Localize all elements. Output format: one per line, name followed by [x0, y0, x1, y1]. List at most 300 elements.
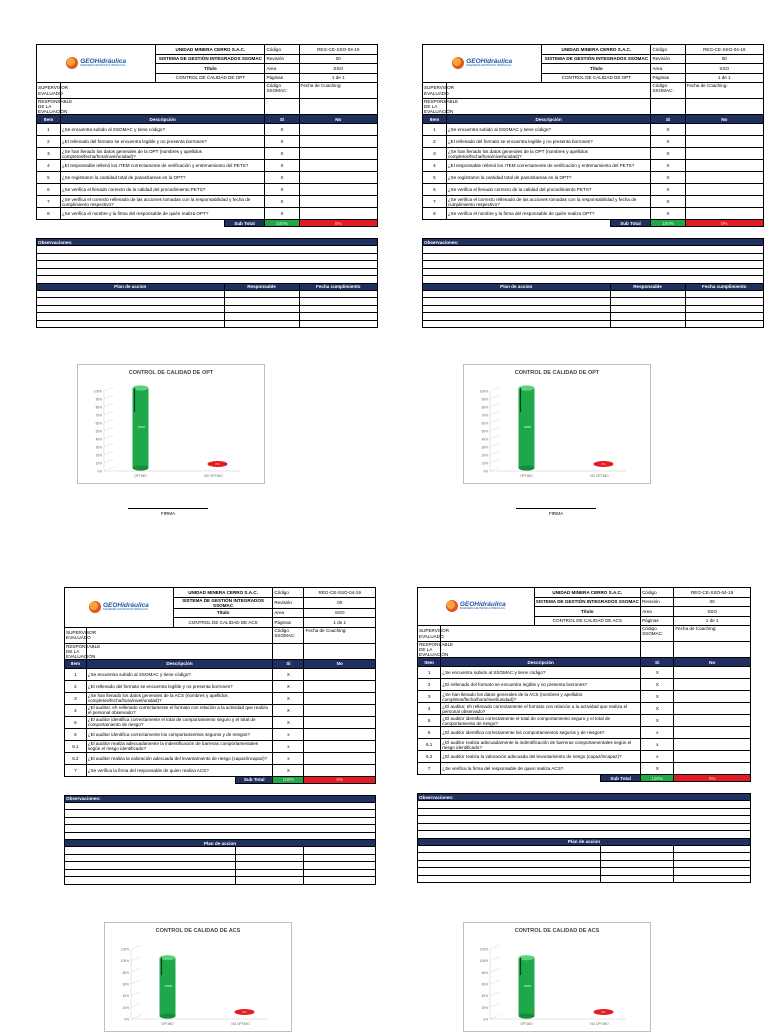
y-tick-label: 60%: [481, 421, 488, 426]
y-tick-label: 50%: [481, 429, 488, 434]
row-description: ¿El auditor realiza la valoración adecuada del levantamiento de riesgo (capaz/incapaz)?: [86, 752, 273, 764]
col-descripcion: Descripción: [446, 115, 651, 124]
plan-row: [418, 875, 751, 883]
row-no: [674, 691, 751, 703]
row-description: ¿Se verifica el nombre y la firma del responsable de quién realiza OPT?: [60, 208, 265, 220]
col-si: Si: [641, 658, 674, 667]
table-row: [37, 184, 378, 196]
row-no: [685, 124, 763, 136]
row-description: ¿Se verifica la firma del responsable de quien realiza ACS?: [86, 764, 273, 776]
chart-title: CONTROL DE CALIDAD DE ACS: [514, 928, 600, 934]
row-description: ¿El rellenado del formato se encuentra legible y no presenta borrones?: [60, 136, 265, 148]
row-description: ¿El rellenado del formato se encuentra legible y no presenta borrones?: [441, 679, 641, 691]
header-company: UNIDAD MINERA CERRO S.A.C.: [534, 588, 641, 598]
observaciones-line: [423, 253, 764, 261]
row-item: 3: [37, 148, 61, 160]
row-description: ¿El auditor identifica correctamente el total de comportamiento seguro y el total de comportamiento de riesgo?: [441, 715, 641, 727]
row-no: [299, 136, 377, 148]
header-revision_label: Revisión: [265, 54, 299, 64]
form-acs-right: [417, 587, 751, 883]
data-label: 100%: [523, 425, 532, 429]
y-tick-label: 100%: [120, 959, 129, 964]
header-revision_value: 00: [299, 54, 377, 64]
row-item: 6: [418, 727, 441, 739]
header-codigo_value: REG-CE-SSO-04-19: [674, 588, 751, 598]
row-item: 7: [418, 763, 441, 775]
grid-line: [131, 945, 141, 949]
table-row: [65, 740, 376, 752]
row-si: x: [641, 727, 674, 739]
plan-row: [423, 313, 764, 321]
row-item: 4: [37, 160, 61, 172]
row-item: 8: [423, 208, 447, 220]
responsable-label: RESPONSABLE DE LA EVALUACIÓN: [38, 99, 73, 115]
header-area_value: SSO: [304, 608, 376, 618]
chart-svg: [464, 365, 650, 483]
logo-name: GEOHidráulica: [466, 58, 513, 66]
header-paginas_label: Páginas: [273, 618, 304, 628]
row-item: 1: [37, 124, 61, 136]
row-no: [685, 136, 763, 148]
fecha-coaching-value: [299, 99, 377, 115]
grid-line: [490, 1003, 500, 1007]
y-tick-label: 20%: [481, 453, 488, 458]
responsable-label: RESPONSABLE DE LA EVALUACIÓN: [419, 642, 454, 658]
row-no: [685, 208, 763, 220]
header-system: SISTEMA DE GESTIÓN INTEGRADOS SSOMAC: [173, 597, 273, 608]
grid-line: [490, 395, 500, 399]
table-row: [37, 124, 378, 136]
responsable-value: [60, 99, 265, 115]
grid-line: [490, 435, 500, 439]
row-si: X: [641, 667, 674, 679]
table-row: [65, 704, 376, 716]
col-si: Si: [273, 659, 304, 668]
form-opt-left: [36, 44, 378, 328]
header-area_value: SSO: [685, 64, 763, 74]
table-row: [418, 751, 751, 763]
header-system: SISTEMA DE GESTIÓN INTEGRADOS SSOMAC: [534, 597, 641, 607]
row-item: 5: [37, 172, 61, 184]
grid-line: [490, 443, 500, 447]
y-tick-label: 70%: [481, 413, 488, 418]
supervisor-label: SUPERVISOR EVALUADO: [65, 627, 87, 643]
observaciones-title: Observaciones:: [37, 239, 378, 246]
header-paginas_value: 1 de 1: [674, 616, 751, 626]
subtotal-no: 0%: [674, 775, 751, 782]
header-paginas_value: 1 de 1: [685, 73, 763, 83]
plan-row: [65, 862, 376, 870]
observaciones-line: [418, 801, 751, 809]
grid-line: [104, 411, 114, 415]
y-tick-label: 50%: [95, 429, 102, 434]
row-description: ¿Se verifica el llenado correcto de la calidad del procedimiento PETS?: [446, 184, 651, 196]
header-paginas_value: 1 de 1: [299, 73, 377, 83]
y-tick-label: 80%: [122, 970, 129, 975]
table-row: [423, 172, 764, 184]
grid-line: [131, 980, 141, 984]
plan-fecha-header: Fecha cumplimiento: [299, 283, 377, 290]
chart-acs-left: [104, 922, 292, 1032]
grid-line: [131, 1003, 141, 1007]
row-description: ¿Se verifica el correcto rellenado de las acciones tomadas con la responsabilidad y fecha de cumplimiento respectivo?: [60, 196, 265, 208]
header-system: SISTEMA DE GESTIÓN INTEGRADOS SSOMAC: [542, 54, 651, 64]
logo-name: GEOHidráulica: [102, 601, 149, 609]
row-no: [674, 763, 751, 775]
row-si: X: [265, 148, 299, 160]
header-area_label: Area: [265, 64, 299, 74]
company-logo: [452, 57, 512, 69]
table-row: [37, 196, 378, 208]
observaciones-line: [37, 261, 378, 269]
row-no: [304, 752, 376, 764]
form-table: [64, 587, 376, 885]
row-si: X: [651, 172, 685, 184]
row-description: ¿Se registraron la cantidad total de pasos/tareas en la OPT?: [60, 172, 265, 184]
observaciones-line: [65, 817, 376, 825]
fecha-coaching-label: Fecha de Coaching:: [685, 83, 763, 99]
x-tick-label: NO OPTIMO: [590, 1022, 609, 1026]
row-si: X: [273, 716, 304, 728]
header-paginas_value: 1 de 1: [304, 618, 376, 628]
logo-cell: [65, 588, 174, 628]
plan-row: [65, 877, 376, 885]
header-revision_label: Revisión: [273, 597, 304, 608]
logo-drop-icon: [452, 57, 464, 69]
row-item: 6.1: [418, 739, 441, 751]
bar-base: [160, 1013, 176, 1018]
row-si: X: [265, 196, 299, 208]
y-tick-label: 90%: [95, 397, 102, 402]
y-tick-label: 100%: [93, 389, 102, 394]
table-row: [37, 208, 378, 220]
observaciones-line: [423, 276, 764, 284]
row-si: X: [651, 124, 685, 136]
row-description: ¿El auditor realiza adecuadamente la indentificación de barreras comportamentales según el riesgo identificado?: [441, 739, 641, 751]
logo-cell: [418, 588, 535, 626]
table-row: [423, 160, 764, 172]
header-codigo_value: REG-CE-SSO-04-19: [304, 588, 376, 598]
row-si: x: [273, 728, 304, 740]
y-tick-label: 0%: [97, 469, 102, 474]
row-si: X: [265, 172, 299, 184]
plan-row: [423, 320, 764, 328]
table-row: [37, 172, 378, 184]
header-codigo_label: Código: [651, 45, 685, 55]
row-item: 5: [423, 172, 447, 184]
grid-line: [490, 411, 500, 415]
grid-line: [490, 387, 500, 391]
grid-line: [104, 459, 114, 463]
observaciones-line: [37, 268, 378, 276]
row-no: [304, 692, 376, 704]
fecha-coaching-value: [674, 642, 751, 658]
row-item: 6: [65, 728, 87, 740]
row-description: ¿Se han llenado los datos generales de la OPT (nombres y apellidos completos/fecha/hora/nivel/unidad)?: [60, 148, 265, 160]
grid-line: [490, 957, 500, 961]
y-tick-label: 10%: [481, 461, 488, 466]
logo-cell: [423, 45, 542, 83]
table-row: [423, 196, 764, 208]
row-si: X: [273, 680, 304, 692]
observaciones-line: [65, 802, 376, 810]
header-area_value: SSO: [299, 64, 377, 74]
y-tick-label: 0%: [124, 1017, 129, 1022]
grid-line: [490, 403, 500, 407]
y-tick-label: 30%: [95, 445, 102, 450]
observaciones-line: [65, 810, 376, 818]
form-table: [417, 587, 751, 883]
table-row: [423, 208, 764, 220]
col-no: No: [685, 115, 763, 124]
chart-title: CONTROL DE CALIDAD DE ACS: [155, 928, 241, 934]
logo-drop-icon: [66, 57, 78, 69]
table-row: [418, 739, 751, 751]
codigo-ssomac-label: Código SSOMAC:: [265, 83, 299, 99]
row-si: X: [641, 763, 674, 775]
row-no: [674, 715, 751, 727]
grid-line: [490, 980, 500, 984]
logo-name: GEOHidráulica: [80, 58, 127, 66]
y-tick-label: 20%: [481, 1005, 488, 1010]
row-no: [304, 668, 376, 680]
header-codigo_value: REG-CE-SSO-04-19: [685, 45, 763, 55]
responsable-label: RESPONSABLE DE LA EVALUACIÓN: [424, 99, 459, 115]
subtotal-no: 0%: [685, 220, 763, 227]
grid-line: [490, 451, 500, 455]
plan-row: [65, 869, 376, 877]
table-row: [37, 148, 378, 160]
row-no: [685, 184, 763, 196]
header-system: SISTEMA DE GESTIÓN INTEGRADOS SSOMAC: [156, 54, 265, 64]
row-item: 7: [423, 196, 447, 208]
codigo-ssomac-value: [641, 642, 674, 658]
plan-row: [423, 305, 764, 313]
x-tick-label: OPTIMO: [161, 1022, 174, 1026]
data-label: 0%: [242, 1010, 247, 1014]
row-no: [304, 704, 376, 716]
header-revision_value: 00: [674, 597, 751, 607]
table-row: [418, 715, 751, 727]
row-description: ¿Se verifica el nombre y la firma del responsable de quién realiza OPT?: [446, 208, 651, 220]
row-si: X: [273, 692, 304, 704]
col-descripcion: Descripción: [86, 659, 273, 668]
chart-svg: [464, 923, 650, 1031]
col-descripcion: Descripción: [441, 658, 641, 667]
row-item: 6.2: [65, 752, 87, 764]
supervisor-value: [86, 627, 273, 643]
row-item: 1: [423, 124, 447, 136]
subtotal-label: Sub Total: [610, 220, 651, 227]
observaciones-title: Observaciones:: [418, 794, 751, 801]
supervisor-value: [446, 83, 651, 99]
subtotal-si: 100%: [265, 220, 299, 227]
codigo-ssomac-label: Código SSOMAC:: [651, 83, 685, 99]
row-description: ¿El responsable rellenó los ITEM correctamente de verificación y entrenamiento del PETS?: [446, 160, 651, 172]
y-tick-label: 40%: [95, 437, 102, 442]
row-no: [674, 751, 751, 763]
col-si: Si: [265, 115, 299, 124]
row-no: [299, 196, 377, 208]
supervisor-value: [441, 626, 641, 642]
header-titulo_label: Título: [542, 64, 651, 74]
row-si: X: [641, 691, 674, 703]
row-item: 2: [423, 136, 447, 148]
form-acs-left: [64, 587, 376, 885]
y-tick-label: 80%: [95, 405, 102, 410]
row-si: x: [641, 739, 674, 751]
row-si: x: [641, 751, 674, 763]
row-item: 8: [37, 208, 61, 220]
subtotal-label: Sub Total: [224, 220, 265, 227]
row-si: x: [273, 740, 304, 752]
y-tick-label: 40%: [481, 994, 488, 999]
row-description: ¿El auditor identifica correctamente los comportamientos seguros y de riesgos?: [441, 727, 641, 739]
col-item: Item: [418, 658, 441, 667]
y-tick-label: 20%: [95, 453, 102, 458]
row-si: X: [265, 208, 299, 220]
row-item: 3: [65, 692, 87, 704]
row-description: ¿El auditor identifica correctamente los comportamientos seguros y de riesgos?: [86, 728, 273, 740]
grid-line: [490, 1015, 500, 1019]
table-row: [418, 679, 751, 691]
header-paginas_label: Páginas: [641, 616, 674, 626]
grid-line: [131, 957, 141, 961]
responsable-value: [441, 642, 641, 658]
y-tick-label: 60%: [95, 421, 102, 426]
firma-label: FIRMA: [160, 511, 176, 516]
row-item: 3: [423, 148, 447, 160]
grid-line: [490, 968, 500, 972]
y-tick-label: 40%: [122, 994, 129, 999]
logo-tagline: INGENIERÍA GEOTÉCNICA HIDRÁULICA: [466, 64, 512, 68]
chart-acs-right: [463, 922, 651, 1032]
grid-line: [490, 419, 500, 423]
plan-row: [37, 313, 378, 321]
row-item: 6.2: [418, 751, 441, 763]
bar-base: [133, 465, 149, 470]
bar-base: [519, 1013, 535, 1018]
subtotal-spacer: [418, 775, 601, 782]
row-no: [674, 739, 751, 751]
header-codigo_value: REG-CE-SSO-04-19: [299, 45, 377, 55]
plan-row: [423, 298, 764, 306]
codigo-ssomac-value: [265, 99, 299, 115]
row-si: X: [641, 679, 674, 691]
row-description: ¿El auditor realiza la valoración adecuada del levantamiento de riesgo (capaz/incapaz)?: [441, 751, 641, 763]
row-item: 6: [423, 184, 447, 196]
header-titulo_label: Título: [156, 64, 265, 74]
header-company: UNIDAD MINERA CERRO S.A.C.: [173, 588, 273, 598]
row-description: ¿Se han llenado los datos generales de la ACS (nombres y apellidos completos/fecha/hora/nivel/unidad)?: [441, 691, 641, 703]
row-description: ¿Se verifica la firma del responsable de quien realiza ACS?: [441, 763, 641, 775]
row-no: [299, 124, 377, 136]
row-item: 5: [65, 716, 87, 728]
plan-accion-header: Plan de accion: [423, 283, 611, 290]
row-description: ¿Se encuentra subido al SSOMAC y tiene código?: [441, 667, 641, 679]
row-description: ¿Se han llenado los datos generales de la OPT (nombres y apellidos completos/fecha/hora/nivel/unidad)?: [446, 148, 651, 160]
logo-cell: [37, 45, 156, 83]
grid-line: [490, 992, 500, 996]
fecha-coaching-label: Fecha de Coaching:: [299, 83, 377, 99]
chart-opt-right: [463, 364, 651, 484]
plan-row: [37, 290, 378, 298]
header-area_label: Area: [273, 608, 304, 618]
header-codigo_label: Código: [265, 45, 299, 55]
col-no: No: [674, 658, 751, 667]
chart-opt-left: [77, 364, 265, 484]
x-tick-label: NO OPTIMO: [204, 474, 223, 478]
y-tick-label: 80%: [481, 970, 488, 975]
chart-title: CONTROL DE CALIDAD DE OPT: [514, 370, 600, 376]
header-title: CONTROL DE CALIDAD DE ACS: [173, 618, 273, 628]
row-no: [299, 208, 377, 220]
data-label: 0%: [601, 1010, 606, 1014]
form-opt-right: [422, 44, 764, 328]
observaciones-line: [65, 832, 376, 840]
header-titulo_label: Título: [173, 608, 273, 618]
col-item: Item: [65, 659, 87, 668]
observaciones-line: [423, 268, 764, 276]
header-area_value: SSO: [674, 607, 751, 617]
table-row: [65, 668, 376, 680]
grid-line: [104, 419, 114, 423]
col-si: Si: [651, 115, 685, 124]
row-si: X: [265, 124, 299, 136]
plan-row: [37, 298, 378, 306]
observaciones-line: [418, 823, 751, 831]
supervisor-label: SUPERVISOR EVALUADO: [418, 626, 441, 642]
fecha-coaching-label: Fecha de Coaching:: [304, 627, 376, 643]
row-description: ¿Se registraron la cantidad total de pasos/tareas en la OPT?: [446, 172, 651, 184]
row-no: [685, 172, 763, 184]
row-item: 2: [418, 679, 441, 691]
x-tick-label: NO OPTIMO: [231, 1022, 250, 1026]
subtotal-no: 0%: [304, 776, 376, 783]
row-si: X: [651, 184, 685, 196]
company-logo: [66, 57, 126, 69]
row-no: [299, 184, 377, 196]
fecha-coaching-value: [304, 643, 376, 659]
grid-line: [104, 403, 114, 407]
row-item: 1: [418, 667, 441, 679]
y-tick-label: 40%: [481, 437, 488, 442]
observaciones-line: [423, 246, 764, 254]
table-row: [65, 680, 376, 692]
row-description: ¿Se encuentra subido al SSOMAC y tiene código?: [60, 124, 265, 136]
observaciones-line: [418, 831, 751, 839]
data-label: 100%: [164, 983, 173, 988]
grid-line: [104, 387, 114, 391]
y-tick-label: 0%: [483, 1017, 488, 1022]
x-tick-label: OPTIMO: [520, 1022, 533, 1026]
codigo-ssomac-label: Código SSOMAC:: [273, 627, 304, 643]
y-tick-label: 60%: [481, 982, 488, 987]
header-company: UNIDAD MINERA CERRO S.A.C.: [156, 45, 265, 55]
grid-line: [104, 435, 114, 439]
logo-drop-icon: [89, 601, 101, 613]
row-si: X: [651, 160, 685, 172]
header-revision_value: 00: [685, 54, 763, 64]
row-si: x: [273, 752, 304, 764]
firma-label: FIRMA: [548, 511, 564, 516]
table-row: [37, 160, 378, 172]
row-no: [674, 667, 751, 679]
header-paginas_label: Páginas: [265, 73, 299, 83]
row-si: X: [641, 703, 674, 715]
plan-row: [37, 305, 378, 313]
firma-left: [128, 508, 208, 516]
